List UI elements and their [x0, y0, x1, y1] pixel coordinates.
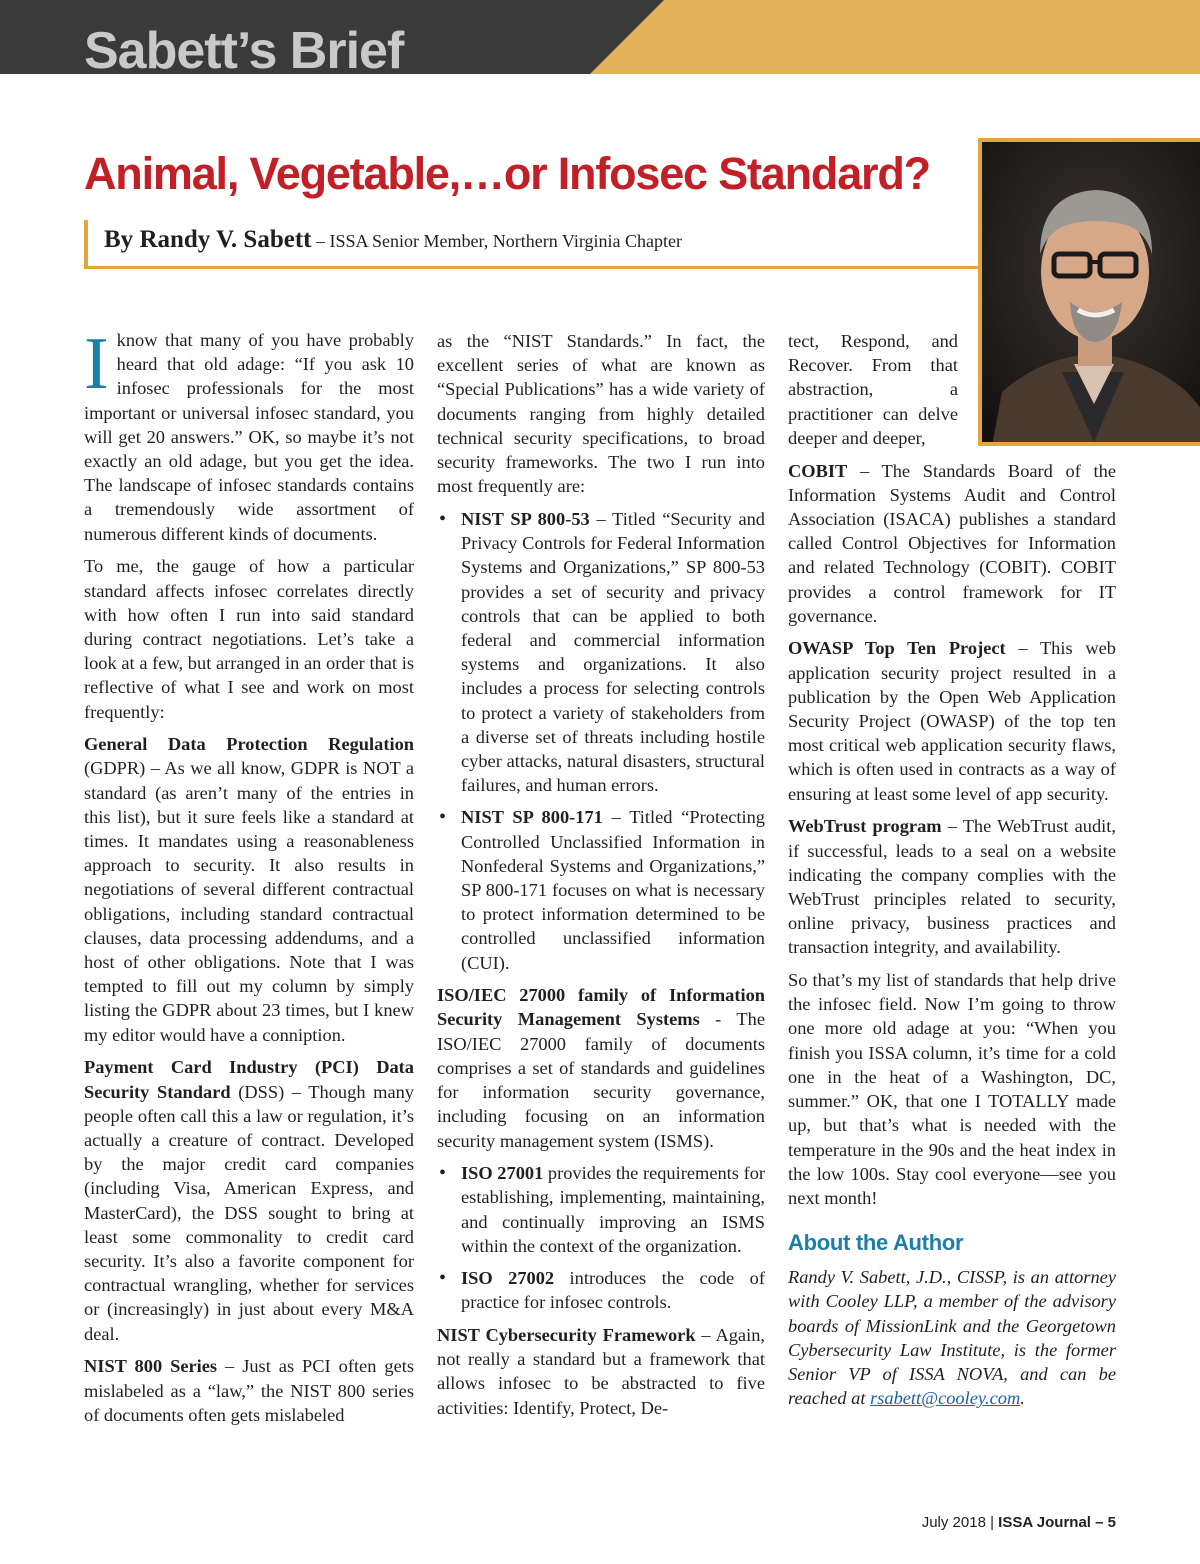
webtrust-term: WebTrust program — [788, 816, 942, 837]
owasp-term: OWASP Top Ten Project — [788, 638, 1006, 659]
list-term: ISO 27002 — [461, 1268, 555, 1289]
list-text: provides the requirements for establishing, implementing, maintaining, and continually improving an ISMS within the context of the organization. — [461, 1163, 766, 1256]
about-end: . — [1020, 1388, 1025, 1409]
paragraph: To me, the gauge of how a particular standard affects infosec correlates directly with how often I run into said standard during contract negotiations. Let’s take a look at a few, but arranged in an order that is reflective of what I see and work on most frequently: — [84, 556, 414, 722]
issue-date: July 2018 | — [921, 1514, 999, 1531]
section-banner — [0, 0, 1200, 80]
list-text: – Titled “Security and Privacy Controls for Federal Information Systems and Organizations,” SP 800-53 provides a set of security and privacy controls that can be applied to both federal and commercial information systems and organizations. It also includes a process for selecting controls to protect a variety of stakeholders from a diverse set of threats including hostile cyber attacks, natural disasters, structural failures, and human errors. — [461, 508, 765, 796]
owasp-text: – This web application security project resulted in a publication by the Open Web Application Security Project (OWASP) of the top ten most critical web application security flaws, which is often used in contracts as a way of ensuring at least some level of app security. — [788, 638, 1116, 804]
iso-term: ISO/IEC 27000 family of Information Security Management Systems — [437, 985, 765, 1030]
gdpr-text: (GDPR) – As we all know, GDPR is NOT a standard (as aren’t many of the entries in this list), but it sure feels like a standard at times. It mandates using a reasonableness approach to security. It also results in negotiations of several different contractual obligations, including standard contractual clauses, data processing addendums, and a host of other obligations. Note that I was tempted to fill out my column by simply listing the GDPR about 23 times, but I knew my editor would have a conniption. — [84, 758, 414, 1045]
iso-text: - The ISO/IEC 27000 family of documents comprises a set of standards and guidelines for information security governance, including focusing on an information security management system (ISMS). — [437, 1009, 765, 1151]
byline-by: By — [104, 226, 140, 253]
pci-term: Payment Card Industry (PCI) Data Security Standard — [84, 1057, 414, 1102]
csf-entry — [437, 1323, 765, 1420]
list-text: – Titled “Protecting Controlled Unclassified Information in Nonfederal Systems and Organizations,” SP 800-171 focuses on what is necessary to protect information determined to be controlled unclassified information (CUI). — [461, 807, 766, 973]
list-item — [437, 805, 765, 974]
drop-cap: I — [84, 323, 109, 405]
journal-page: ISSA Journal – 5 — [998, 1514, 1116, 1531]
bullet-icon: • — [439, 1162, 447, 1185]
about-body: Randy V. Sabett, J.D., CISSP, is an attorney with Cooley LLP, a member of the advisory boards of MissionLink and the Georgetown Cybersecurity Law Institute, is the former Senior VP of ISSA NOVA, and can be reached at — [788, 1267, 1116, 1409]
iso-list — [437, 1161, 765, 1314]
intro-paragraph — [84, 323, 414, 546]
nist-text: – Just as PCI often gets mislabeled as a “law,” the NIST 800 series of documents often gets mislabeled — [84, 1356, 414, 1425]
column-3 — [788, 329, 1116, 1419]
paragraph: as the “NIST Standards.” In fact, the excellent series of what are known as “Special Publications” has a wide variety of documents ranging from highly detailed technical security specifications, to broad security frameworks. The two I run into most frequently are: — [437, 331, 765, 497]
pci-text: (DSS) – Though many people often call this a law or regulation, it’s actually a creature of contract. Developed by the major credit card companies (including Visa, American Express, and MasterCard), the DSS sought to bring at least some commonality to credit card security. It’s also a favorite component for contractual wrangling, whether for services or (increasingly) in just about every M&A deal. — [84, 1081, 415, 1344]
list-term: ISO 27001 — [461, 1163, 544, 1184]
gdpr-term: General Data Protection Regulation — [84, 734, 414, 755]
list-term: NIST SP 800-171 — [461, 807, 603, 828]
byline — [104, 224, 682, 257]
bullet-icon: • — [439, 1267, 447, 1290]
article-title: Animal, Vegetable,…or Infosec Standard? — [84, 148, 930, 199]
author-email-link[interactable]: rsabett@cooley.com — [870, 1388, 1021, 1409]
bullet-icon: • — [439, 806, 447, 829]
column-1 — [84, 323, 415, 1435]
webtrust-entry — [788, 814, 1116, 959]
byline-accent-bar — [84, 220, 88, 268]
list-item — [437, 1161, 765, 1258]
nist-entry — [84, 1354, 414, 1427]
list-text: introduces the code of practice for infosec controls. — [461, 1268, 765, 1313]
nist-list — [437, 507, 765, 975]
list-term: NIST SP 800-53 — [461, 508, 590, 529]
author-role: – ISSA Senior Member, Northern Virginia Chapter — [311, 231, 682, 251]
cobit-term: COBIT — [788, 460, 848, 481]
column-2 — [437, 329, 765, 1428]
page-footer — [922, 1514, 1116, 1531]
paragraph: tect, Respond, and Recover. From that abstraction, a practitioner can delve deeper and deeper, — [788, 331, 958, 448]
pci-entry — [84, 1055, 414, 1345]
about-author-heading: About the Author — [788, 1230, 964, 1256]
bullet-icon: • — [439, 507, 447, 530]
closing-paragraph: So that’s my list of standards that help drive the infosec field. Now I’m going to throw one more old adage at you: “When you finish you ISSA column, it’s time for a cold one in the heat of a Washington, DC, summer.” OK, that one I TOTALLY made up, but that’s what is needed with the temperature in the 90s and the heat index in the low 100s. Stay cool everyone—see you next month! — [788, 970, 1116, 1208]
gdpr-entry — [84, 732, 414, 1047]
owasp-entry — [788, 636, 1116, 805]
cobit-text: – The Standards Board of the Information Systems Audit and Control Association (ISACA) publishes a standard called Control Objectives for Information and related Technology (COBIT). COBIT provides a control framework for IT governance. — [788, 460, 1116, 626]
iso-entry — [437, 983, 765, 1152]
author-name: Randy V. Sabett — [139, 226, 312, 253]
csf-term: NIST Cybersecurity Framework — [437, 1324, 696, 1345]
csf-text: – Again, not really a standard but a framework that allows infosec to be abstracted to five activities: Identify, Protect, De- — [437, 1324, 765, 1418]
intro-text: know that many of you have probably heard that old adage: “If you ask 10 infosec professionals for the most important or universal infosec standard, you will get 20 answers.” OK, so maybe it’s not exactly an old adage, but you get the idea. The landscape of infosec standards contains a tremendously wide assortment of numerous different kinds of documents. — [84, 330, 414, 544]
list-item — [437, 507, 765, 797]
list-item — [437, 1266, 765, 1314]
webtrust-text: – The WebTrust audit, if successful, leads to a seal on a website indicating the company complies with the WebTrust principles related to security, online privacy, business practices and transaction integrity, and availability. — [788, 816, 1116, 958]
nist-term: NIST 800 Series — [84, 1356, 218, 1377]
byline-rule — [84, 266, 978, 269]
cobit-entry — [788, 459, 1116, 628]
about-author-text — [788, 1265, 1116, 1410]
section-title: Sabett’s Brief — [84, 22, 404, 80]
